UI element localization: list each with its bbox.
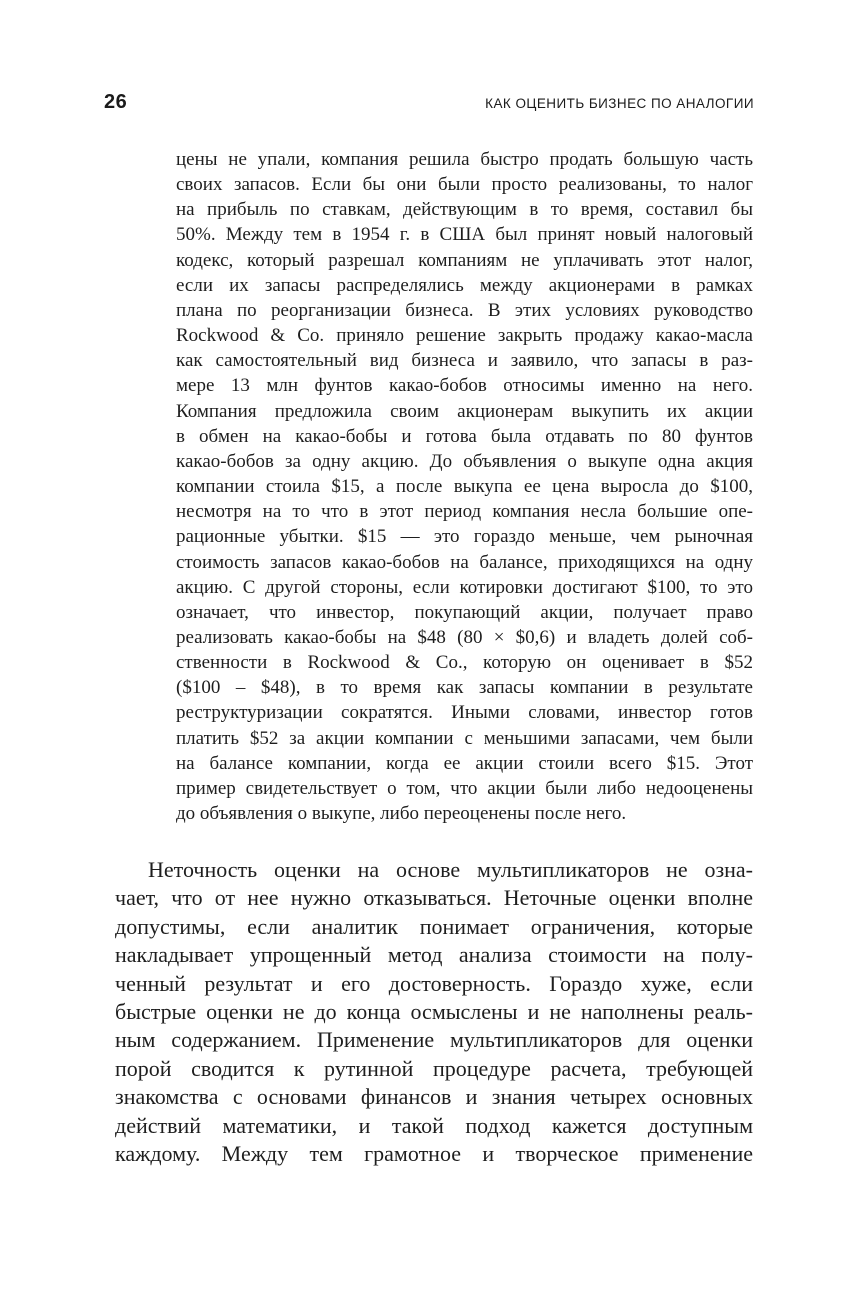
text-line: Rockwood & Co. приняло решение закрыть продажу какао-масла	[176, 325, 753, 347]
body-paragraph	[115, 856, 753, 1168]
page-number: 26	[104, 91, 128, 113]
page-header	[104, 91, 754, 114]
text-line: 50%. Между тем в 1954 г. в США был принят новый налоговый	[176, 224, 753, 246]
text-line: какао-бобов за одну акцию. До объявления о выкупе одна акция	[176, 450, 753, 472]
example-block-paragraph	[176, 147, 753, 826]
text-line: чает, что от нее нужно отказываться. Неточные оценки вполне	[115, 885, 753, 911]
text-line: действий математики, и такой подход кажется доступным	[115, 1112, 753, 1138]
text-line: ным содержанием. Применение мультипликаторов для оценки	[115, 1027, 753, 1053]
text-line: пример свидетельствует о том, что акции были либо недооценены	[176, 777, 753, 799]
text-line: кодекс, который разрешал компаниям не уплачивать этот налог,	[176, 249, 753, 271]
text-line: Компания предложила своим акционерам выкупить их акции	[176, 400, 753, 422]
text-line: до объявления о выкупе, либо переоценены после него.	[176, 803, 627, 825]
text-line: знакомства с основами финансов и знания четырех основных	[115, 1084, 753, 1110]
running-title: КАК ОЦЕНИТЬ БИЗНЕС ПО АНАЛОГИИ	[485, 96, 754, 111]
text-line: мере 13 млн фунтов какао-бобов относимы именно на него.	[176, 375, 753, 397]
text-line: несмотря на то что в этот период компания несла большие опе-	[176, 501, 753, 523]
text-line: реструктуризации сократятся. Иными словами, инвестор готов	[176, 702, 753, 724]
text-line: компании стоила $15, а после выкупа ее цена выросла до $100,	[176, 476, 753, 498]
text-line: Неточность оценки на основе мультипликаторов не озна-	[148, 857, 753, 882]
text-line: акцию. С другой стороны, если котировки достигают $100, то это	[176, 576, 753, 598]
text-line: если их запасы распределялись между акционерами в рамках	[176, 274, 753, 296]
text-line: ченный результат и его достоверность. Гораздо хуже, если	[115, 970, 753, 996]
text-line: как самостоятельный вид бизнеса и заявило, что запасы в раз-	[176, 350, 753, 372]
text-line: порой сводится к рутинной процедуре расчета, требующей	[115, 1055, 753, 1081]
text-line: означает, что инвестор, покупающий акции, получает право	[176, 601, 753, 623]
text-line: цены не упали, компания решила быстро продать большую часть	[176, 149, 753, 170]
text-line: на прибыль по ставкам, действующим в то время, составил бы	[176, 199, 753, 221]
text-line: рационные убытки. $15 — это гораздо меньше, чем рыночная	[176, 526, 753, 548]
text-line: стоимость запасов какао-бобов на балансе, приходящихся на одну	[176, 551, 753, 573]
text-line: ($100 – $48), в то время как запасы компании в результате	[176, 677, 753, 699]
text-line: в обмен на какао-бобы и готова была отдавать по 80 фунтов	[176, 425, 753, 447]
text-line: плана по реорганизации бизнеса. В этих условиях руководство	[176, 299, 753, 321]
text-line: быстрые оценки не до конца осмыслены и не наполнены реаль-	[115, 999, 753, 1025]
text-line: каждому. Между тем грамотное и творческое применение	[115, 1141, 753, 1167]
text-line: накладывает упрощенный метод анализа стоимости на полу-	[115, 942, 753, 968]
text-line: ственности в Rockwood & Co., которую он оценивает в $52	[176, 652, 753, 674]
text-line: своих запасов. Если бы они были просто реализованы, то налог	[176, 174, 753, 196]
text-line: платить $52 за акции компании с меньшими запасами, чем были	[176, 727, 753, 749]
text-line: реализовать какао-бобы на $48 (80 × $0,6) и владеть долей соб-	[176, 626, 753, 648]
text-line: на балансе компании, когда ее акции стоили всего $15. Этот	[176, 752, 753, 774]
text-line: допустимы, если аналитик понимает ограничения, которые	[115, 913, 753, 939]
